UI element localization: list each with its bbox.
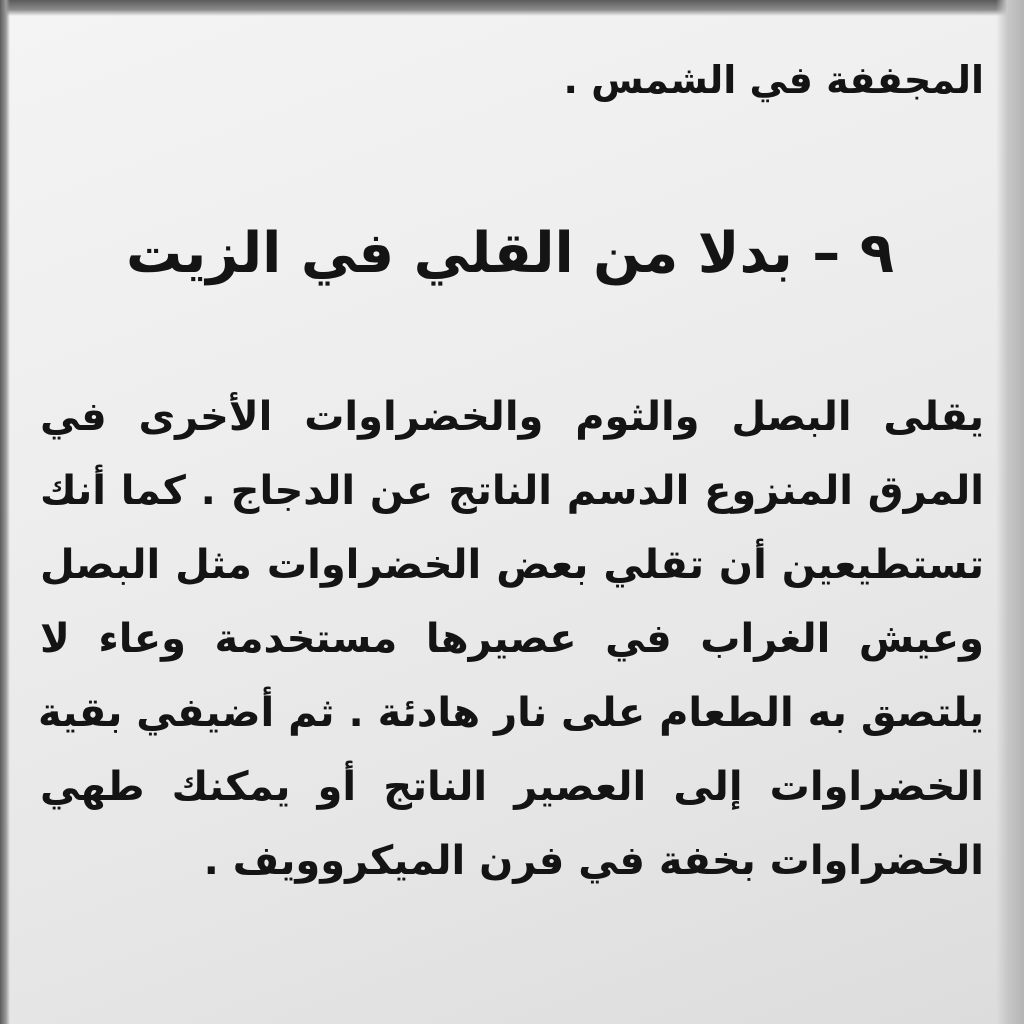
page-top-shadow xyxy=(0,0,1024,16)
section-body xyxy=(37,380,984,898)
body-line: يقلى البصل والثوم والخضراوات الأخرى في xyxy=(40,394,984,440)
page-left-shadow xyxy=(0,0,10,1024)
body-line: المرق المنزوع الدسم الناتج عن الدجاج . كما أنك xyxy=(40,468,984,514)
body-line: وعيش الغراب في عصيرها مستخدمة وعاء لا xyxy=(40,616,984,662)
previous-paragraph-tail: المجففة في الشمس . xyxy=(563,58,984,102)
body-line: الخضراوات إلى العصير الناتج أو يمكنك طهي xyxy=(40,764,984,810)
body-line: تستطيعين أن تقلي بعض الخضراوات مثل البصل xyxy=(40,542,984,588)
body-line: الخضراوات بخفة في فرن الميكروويف . xyxy=(203,838,984,884)
section-heading: ٩ – بدلا من القلي في الزيت xyxy=(125,221,894,286)
body-line: يلتصق به الطعام على نار هادئة . ثم أضيفي بقية xyxy=(37,690,984,736)
page-right-shadow xyxy=(996,0,1024,1024)
